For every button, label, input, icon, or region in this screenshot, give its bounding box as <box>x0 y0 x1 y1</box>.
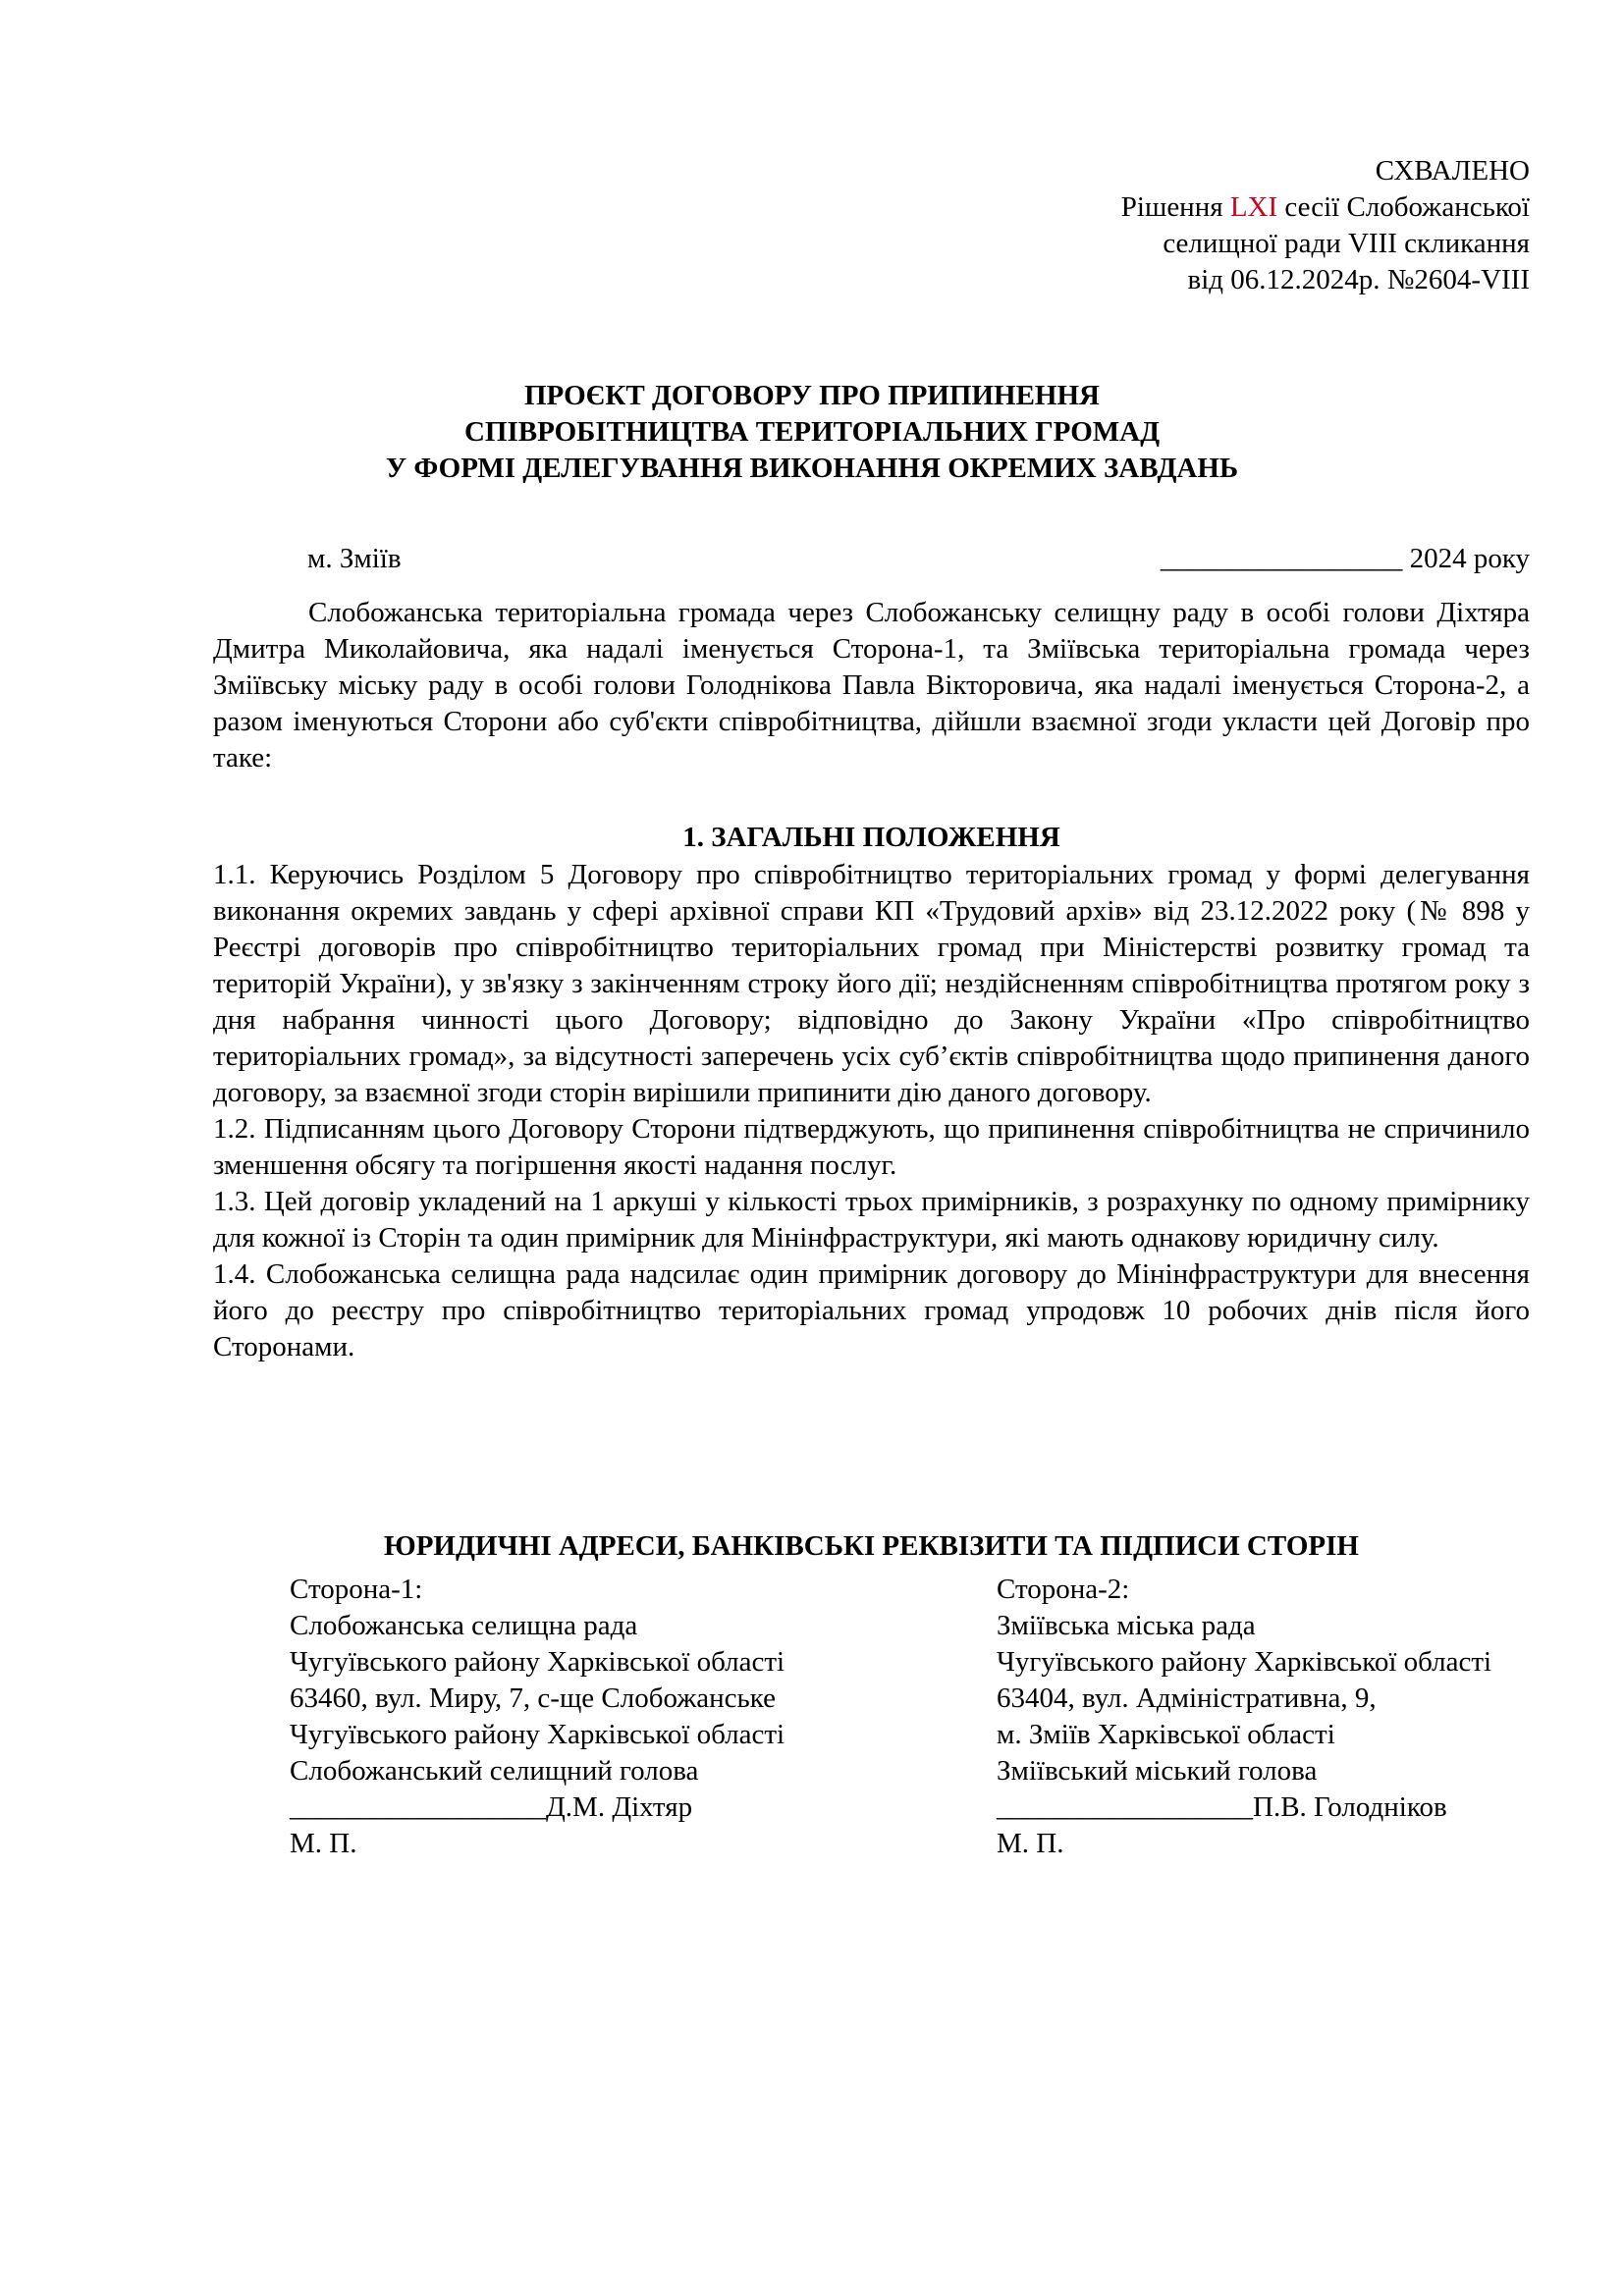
signatures-heading: ЮРИДИЧНІ АДРЕСИ, БАНКІВСЬКІ РЕКВІЗИТИ ТА ПІДПИСИ СТОРІН <box>384 1530 1359 1562</box>
party-head-title: Слобожанський селищний голова <box>290 1755 699 1787</box>
party-head-title: Зміївський міський голова <box>997 1755 1318 1787</box>
signature-line: __________________Д.М. Діхтяр <box>290 1791 693 1823</box>
signature-line: __________________П.В. Голодніков <box>997 1791 1447 1823</box>
party-address: 63404, вул. Адміністративна, 9, <box>997 1682 1377 1714</box>
document-title <box>0 378 1624 487</box>
approval-council: селищної ради VIII скликання <box>1163 228 1530 259</box>
party-region: Чугуївського району Харківської області <box>997 1646 1492 1678</box>
clause-1-1: 1.1. Керуючись Розділом 5 Договору про співробітництво територіальних громад у формі делегування виконання окремих завдань у сфері архівної справи КП «Трудовий архів» від 23.12.2022 року (№ 898 у Реєстрі договорів про співробітництво територіальних громад при Міністерстві розвитку громад та територій України), у зв'язку з закінченням строку його дії; нездійсненням співробітництва протягом року з дня набрання чинності цього Договору; відповідно до Закону України «Про співробітництво територіальних громад», за відсутності заперечень усіх суб’єктів співробітництва щодо припинення даного договору, за взаємної згоди сторін вирішили припинити дію даного договору. <box>213 859 1530 1108</box>
place-date-row <box>307 541 1530 577</box>
decision-suffix: сесії Слобожанської <box>1277 191 1530 223</box>
party-1-block <box>290 1572 785 1862</box>
party-name: Слобожанська селищна рада <box>290 1610 638 1641</box>
party-address-2: м. Зміїв Харківської області <box>997 1719 1335 1750</box>
approval-title: СХВАЛЕНО <box>1375 155 1530 187</box>
place: м. Зміїв <box>307 543 402 574</box>
stamp-place: М. П. <box>997 1828 1064 1859</box>
approval-stamp <box>1121 153 1530 298</box>
section-heading: 1. ЗАГАЛЬНІ ПОЛОЖЕННЯ <box>682 822 1060 853</box>
clauses <box>213 857 1530 1365</box>
approval-decision <box>1121 189 1530 226</box>
intro-paragraph: Слобожанська територіальна громада через Слобожанську селищну раду в особі голови Діхтяра Дмитра Миколайовича, яка надалі іменується Сторона-1, та Зміївська територіальна громада через Зміївську міську раду в особі голови Голоднікова Павла Вікторовича, яка надалі іменується Сторона-2, а разом іменуються Сторони або суб'єкти співробітництва, дійшли взаємної згоди укласти цей Договір про таке: <box>213 597 1530 774</box>
session-number: LXI <box>1229 191 1278 223</box>
party-region: Чугуївського району Харківської області <box>290 1646 785 1678</box>
party-label: Сторона-1: <box>290 1574 423 1605</box>
party-address: 63460, вул. Миру, 7, с-ще Слобожанське <box>290 1682 777 1714</box>
clause-1-4: 1.4. Слобожанська селищна рада надсилає один примірник договору до Мінінфраструктури для внесення його до реєстру про співробітництво територіальних громад упродовж 10 робочих днів після його Сторонами. <box>213 1258 1530 1362</box>
stamp-place: М. П. <box>290 1828 357 1859</box>
clause-1-2: 1.2. Підписанням цього Договору Сторони підтверджують, що припинення співробітництва не спричинило зменшення обсягу та погіршення якості надання послуг. <box>213 1113 1530 1181</box>
approval-date: від 06.12.2024р. №2604-VIII <box>1187 264 1530 295</box>
party-2-block <box>997 1572 1491 1862</box>
party-label: Сторона-2: <box>997 1574 1130 1605</box>
party-address-2: Чугуївського району Харківської області <box>290 1719 785 1750</box>
clause-1-3: 1.3. Цей договір укладений на 1 аркуші у кількості трьох примірників, з розрахунку по одному примірнику для кожної із Сторін та один примірник для Мінінфраструктури, які мають однакову юридичну силу. <box>213 1186 1530 1254</box>
title-line-1: ПРОЄКТ ДОГОВОРУ ПРО ПРИПИНЕННЯ <box>524 380 1100 411</box>
decision-prefix: Рішення <box>1120 191 1230 223</box>
date: _________________ 2024 року <box>1160 543 1530 574</box>
title-line-2: СПІВРОБІТНИЦТВА ТЕРИТОРІАЛЬНИХ ГРОМАД <box>463 416 1161 448</box>
title-line-3: У ФОРМІ ДЕЛЕГУВАННЯ ВИКОНАННЯ ОКРЕМИХ ЗАВДАНЬ <box>385 453 1239 484</box>
party-name: Зміївська міська рада <box>997 1610 1256 1641</box>
